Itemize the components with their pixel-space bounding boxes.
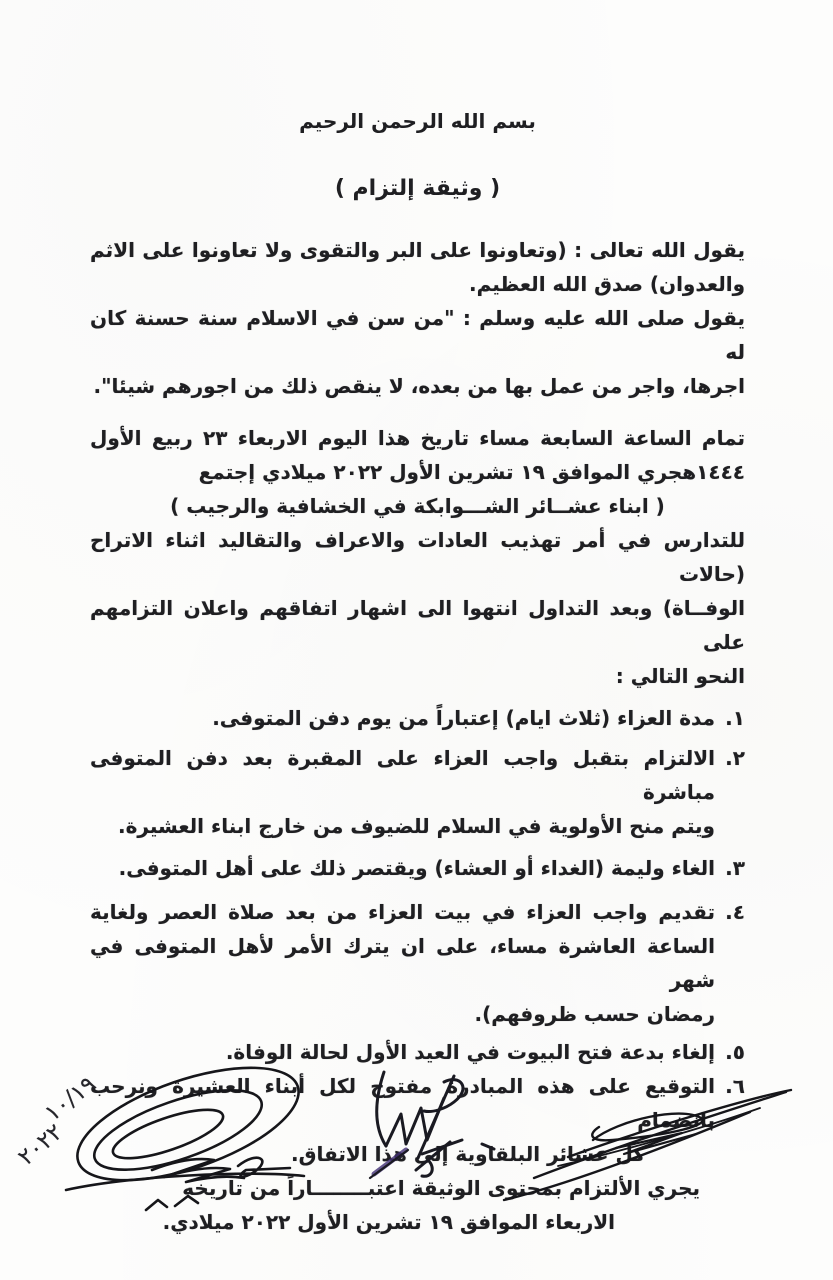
list-item-3 bbox=[90, 851, 745, 885]
tribes-names-line: ( ابناء عشــائر الشـــوابكة في الخشافية والرجيب ) bbox=[170, 494, 665, 518]
list-item-2 bbox=[90, 741, 745, 843]
preamble-line: تمام الساعة السابعة مساء تاريخ هذا اليوم الاربعاء ٢٣ ربيع الأول bbox=[90, 426, 745, 450]
list-item-line: تقديم واجب العزاء في بيت العزاء من بعد صلاة العصر ولغاية bbox=[90, 900, 715, 924]
preamble-paragraph bbox=[90, 421, 745, 489]
document-body bbox=[90, 0, 745, 1239]
quran-quote-line: يقول الله تعالى : (وتعاونوا على البر والتقوى ولا تعاونوا على الاثم bbox=[90, 238, 745, 262]
handwritten-date-day-month: ١٠/١٩ bbox=[40, 1071, 102, 1127]
signature-scribble-middle bbox=[362, 1062, 502, 1187]
preamble-continuation bbox=[90, 523, 745, 693]
document-title: ( وثيقة إلتزام ) bbox=[334, 176, 501, 201]
list-item-number: ٥. bbox=[725, 1040, 745, 1064]
preamble-line: النحو التالي : bbox=[615, 664, 745, 688]
closing-line: يجري الألتزام بمحتوى الوثيقة اعتبــــــــاراً من تاريخه bbox=[182, 1176, 700, 1200]
handwritten-date-year: ٢٠٢٢ bbox=[13, 1119, 68, 1171]
preamble-line: الوفــاة) وبعد التداول انتهوا الى اشهار اتفاقهم واعلان التزامهم على bbox=[90, 596, 745, 654]
list-item-4 bbox=[90, 895, 745, 1031]
basmala-heading: بسم الله الرحمن الرحيم bbox=[299, 109, 536, 133]
list-item-number: ٤. bbox=[725, 900, 745, 924]
closing-line: الاربعاء الموافق ١٩ تشرين الأول ٢٠٢٢ ميلادي. bbox=[162, 1210, 615, 1234]
list-item-line: مدة العزاء (ثلاث ايام) إعتباراً من يوم دفن المتوفى. bbox=[212, 706, 715, 730]
list-item-1 bbox=[90, 701, 745, 735]
list-item-line: إلغاء بدعة فتح البيوت في العيد الأول لحالة الوفاة. bbox=[225, 1040, 715, 1064]
hadith-quote-paragraph bbox=[90, 301, 745, 403]
list-item-line: كل عشائر البلقاوية إلى هذا الاتفاق. bbox=[291, 1142, 645, 1166]
preamble-line: للتدارس في أمر تهذيب العادات والاعراف والتقاليد اثناء الاتراح (حالات bbox=[90, 528, 745, 586]
hadith-quote-line: اجرها، واجر من عمل بها من بعده، لا ينقص ذلك من اجورهم شيئا". bbox=[93, 374, 745, 398]
list-item-number: ١. bbox=[725, 706, 745, 730]
list-item-line: الالتزام بتقبل واجب العزاء على المقبرة بعد دفن المتوفى مباشرة bbox=[90, 746, 715, 804]
list-item-line: التوقيع على هذه المبادرة مفتوح لكل أبناء العشيرة ونرحب بانضمام bbox=[90, 1074, 715, 1132]
preamble-line: ١٤٤٤هجري الموافق ١٩ تشرين الأول ٢٠٢٢ ميلادي إجتمع bbox=[198, 460, 745, 484]
signature-scribble-left bbox=[60, 1058, 315, 1218]
list-item-number: ٦. bbox=[725, 1074, 745, 1098]
quran-quote-paragraph bbox=[90, 233, 745, 301]
list-item-number: ٣. bbox=[725, 856, 745, 880]
quran-quote-line: والعدوان) صدق الله العظيم. bbox=[468, 272, 745, 296]
list-item-line: ويتم منح الأولوية في السلام للضيوف من خارج ابناء العشيرة. bbox=[117, 814, 715, 838]
hadith-quote-line: يقول صلى الله عليه وسلم : "من سن في الاسلام سنة حسنة كان له bbox=[90, 306, 745, 364]
list-item-line: الساعة العاشرة مساء، على ان يترك الأمر لأهل المتوفى في شهر bbox=[90, 934, 715, 992]
list-item-line: رمضان حسب ظروفهم). bbox=[474, 1002, 715, 1026]
list-item-line: الغاء وليمة (الغداء أو العشاء) ويقتصر ذلك على أهل المتوفى. bbox=[118, 856, 715, 880]
list-item-number: ٢. bbox=[725, 746, 745, 770]
signature-scribble-right bbox=[498, 1082, 798, 1207]
